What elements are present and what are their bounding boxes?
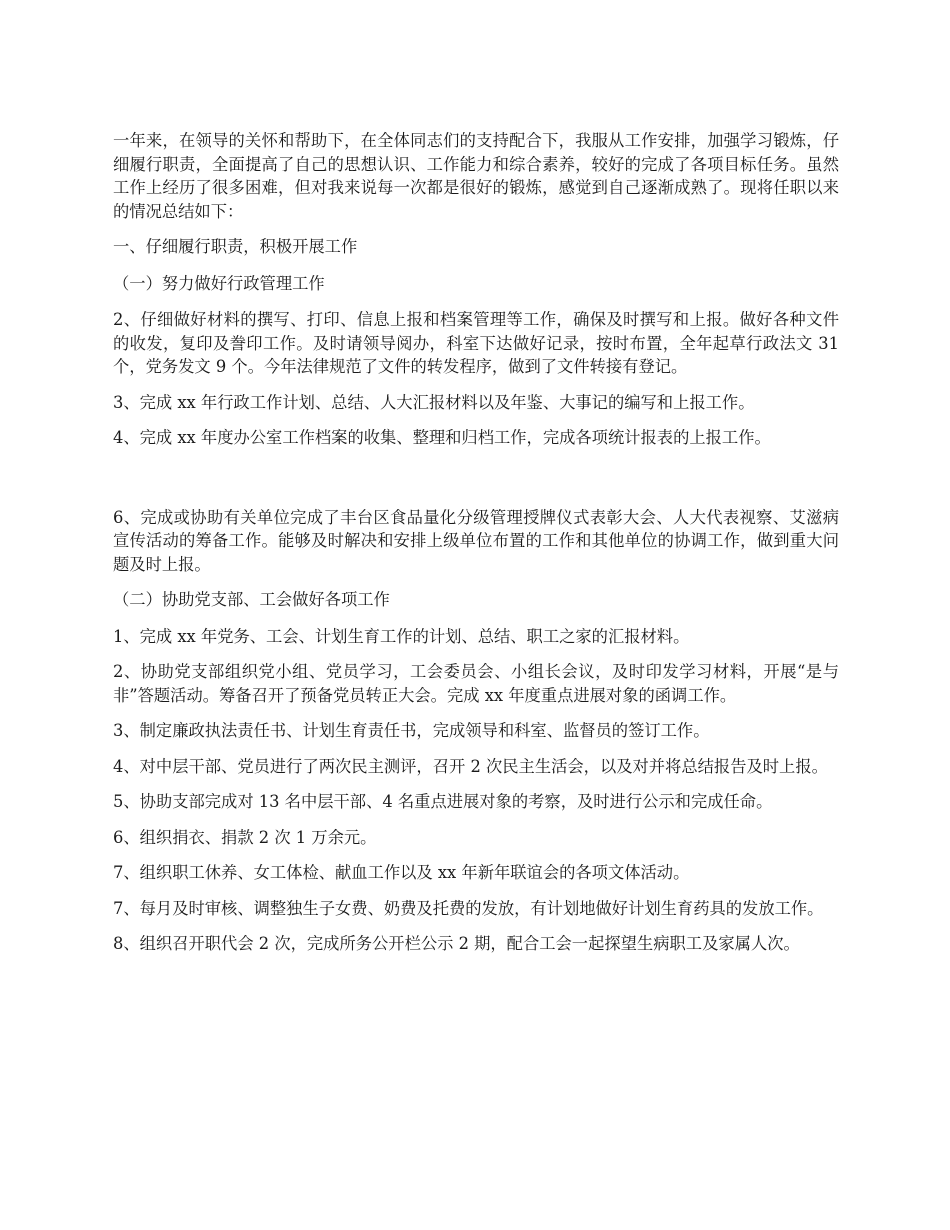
list-item: 4、对中层干部、党员进行了两次民主测评，召开 2 次民主生活会，以及对并将总结报告及时上报。 [113, 756, 828, 776]
section-heading-1: 一、仔细履行职责，积极开展工作 [113, 237, 358, 256]
list-item: 3、制定廉政执法责任书、计划生育责任书，完成领导和科室、监督员的签订工作。 [113, 721, 710, 740]
list-item: 5、协助支部完成对 13 名中层干部、4 名重点进展对象的考察，及时进行公示和完成任命。 [113, 792, 773, 811]
list-item: 7、每月及时审核、调整独生子女费、奶费及托费的发放，有计划地做好计划生育药具的发放工作。 [113, 898, 824, 918]
list-item: 7、组织职工休养、女工体检、献血工作以及 xx 年新年联谊会的各项文体活动。 [113, 863, 690, 882]
list-item: 6、组织捐衣、捐款 2 次 1 万余元。 [113, 827, 377, 847]
subsection-heading-1: （一）努力做好行政管理工作 [113, 273, 325, 293]
subsection-heading-2: （二）协助党支部、工会做好各项工作 [113, 590, 390, 609]
list-item: 3、完成 xx 年行政工作计划、总结、人大汇报材料以及年鉴、大事记的编写和上报工作。 [113, 392, 755, 412]
document-body [113, 129, 839, 968]
list-item: 2、协助党支部组织党小组、党员学习，工会委员会、小组长会议，及时印发学习材料，开展“是与非”答题活动。筹备召开了预备党员转正大会。完成 xx 年度重点进展对象的函调工作。 [113, 662, 839, 705]
intro-paragraph: 一年来，在领导的关怀和帮助下，在全体同志们的支持配合下，我服从工作安排，加强学习锻炼，仔细履行职责，全面提高了自己的思想认识、工作能力和综合素养，较好的完成了各项目标任务。虽然工作上经历了很多困难，但对我来说每一次都是很好的锻炼，感觉到自己逐渐成熟了。现将任职以来的情况总结如下： [113, 131, 839, 221]
list-item: 4、完成 xx 年度办公室工作档案的收集、整理和归档工作，完成各项统计报表的上报工作。 [113, 428, 771, 447]
list-item: 2、仔细做好材料的撰写、打印、信息上报和档案管理等工作，确保及时撰写和上报。做好各种文件的收发，复印及誊印工作。及时请领导阅办，科室下达做好记录，按时布置，全年起草行政法文 31 个，党务发文 9 个。今年法律规范了文件的转发程序，做到了文件转接有登记。 [113, 310, 839, 376]
list-item: 8、组织召开职代会 2 次，完成所务公开栏公示 2 期，配合工会一起探望生病职工及家属人次。 [113, 934, 800, 953]
list-item: 6、完成或协助有关单位完成了丰台区食品量化分级管理授牌仪式表彰大会、人大代表视察、艾滋病宣传活动的筹备工作。能够及时解决和安排上级单位布置的工作和其他单位的协调工作，做到重大问题及时上报。 [113, 507, 839, 574]
list-item: 1、完成 xx 年党务、工会、计划生育工作的计划、总结、职工之家的汇报材料。 [113, 626, 690, 646]
